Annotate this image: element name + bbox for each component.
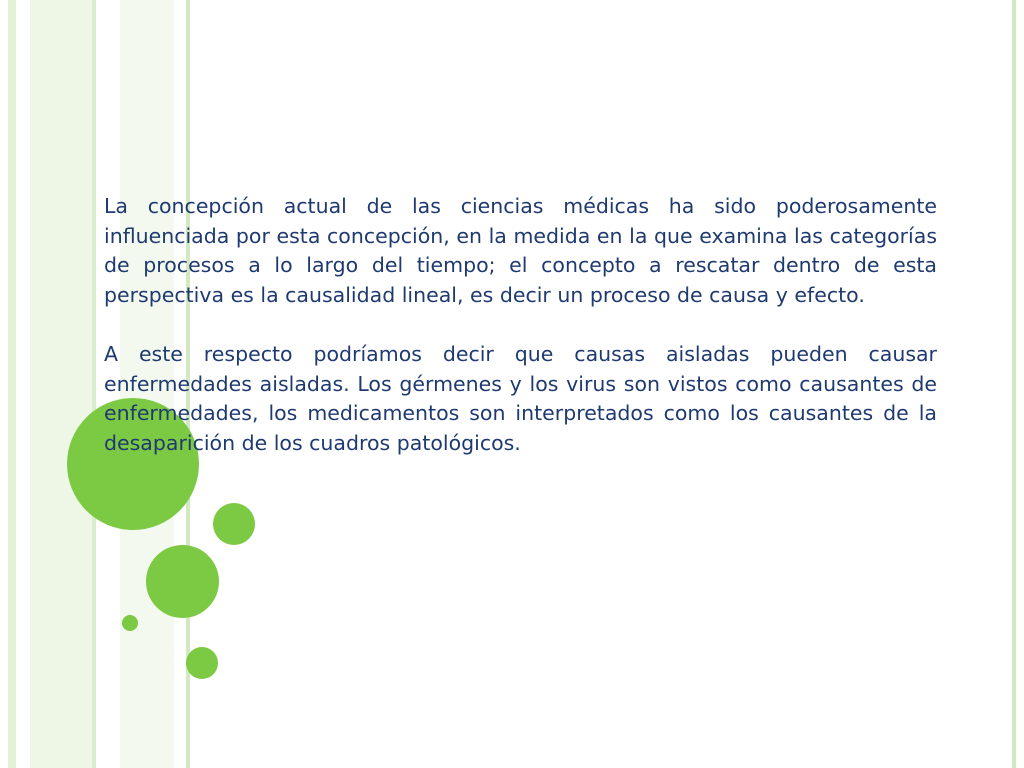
stripe-right-edge [1012,0,1016,768]
paragraph-2: A este respecto podríamos decir que causas aisladas pueden causar enfermedades aisladas. Los gérmenes y los virus son vistos como causantes de enfermedades, los medicamentos son interpretados como los causantes de la desaparición de los cuadros patológicos. [104,341,937,455]
paragraph-1: La concepción actual de las ciencias médicas ha sido poderosamente influenciada por esta concepción, en la medida en la que examina las categorías de procesos a lo largo del tiempo; el concepto a rescatar dentro de esta perspectiva es la causalidad lineal, es decir un proceso de causa y efecto. [104,194,937,307]
circle-small [213,503,255,545]
paragraph-gap [104,310,937,340]
circle-medium [146,545,219,618]
stripe-2 [30,0,92,768]
circle-lower [186,647,218,679]
stripe-1 [8,0,16,768]
stripe-3 [92,0,96,768]
circle-dot [122,615,138,631]
slide-body [104,192,937,458]
